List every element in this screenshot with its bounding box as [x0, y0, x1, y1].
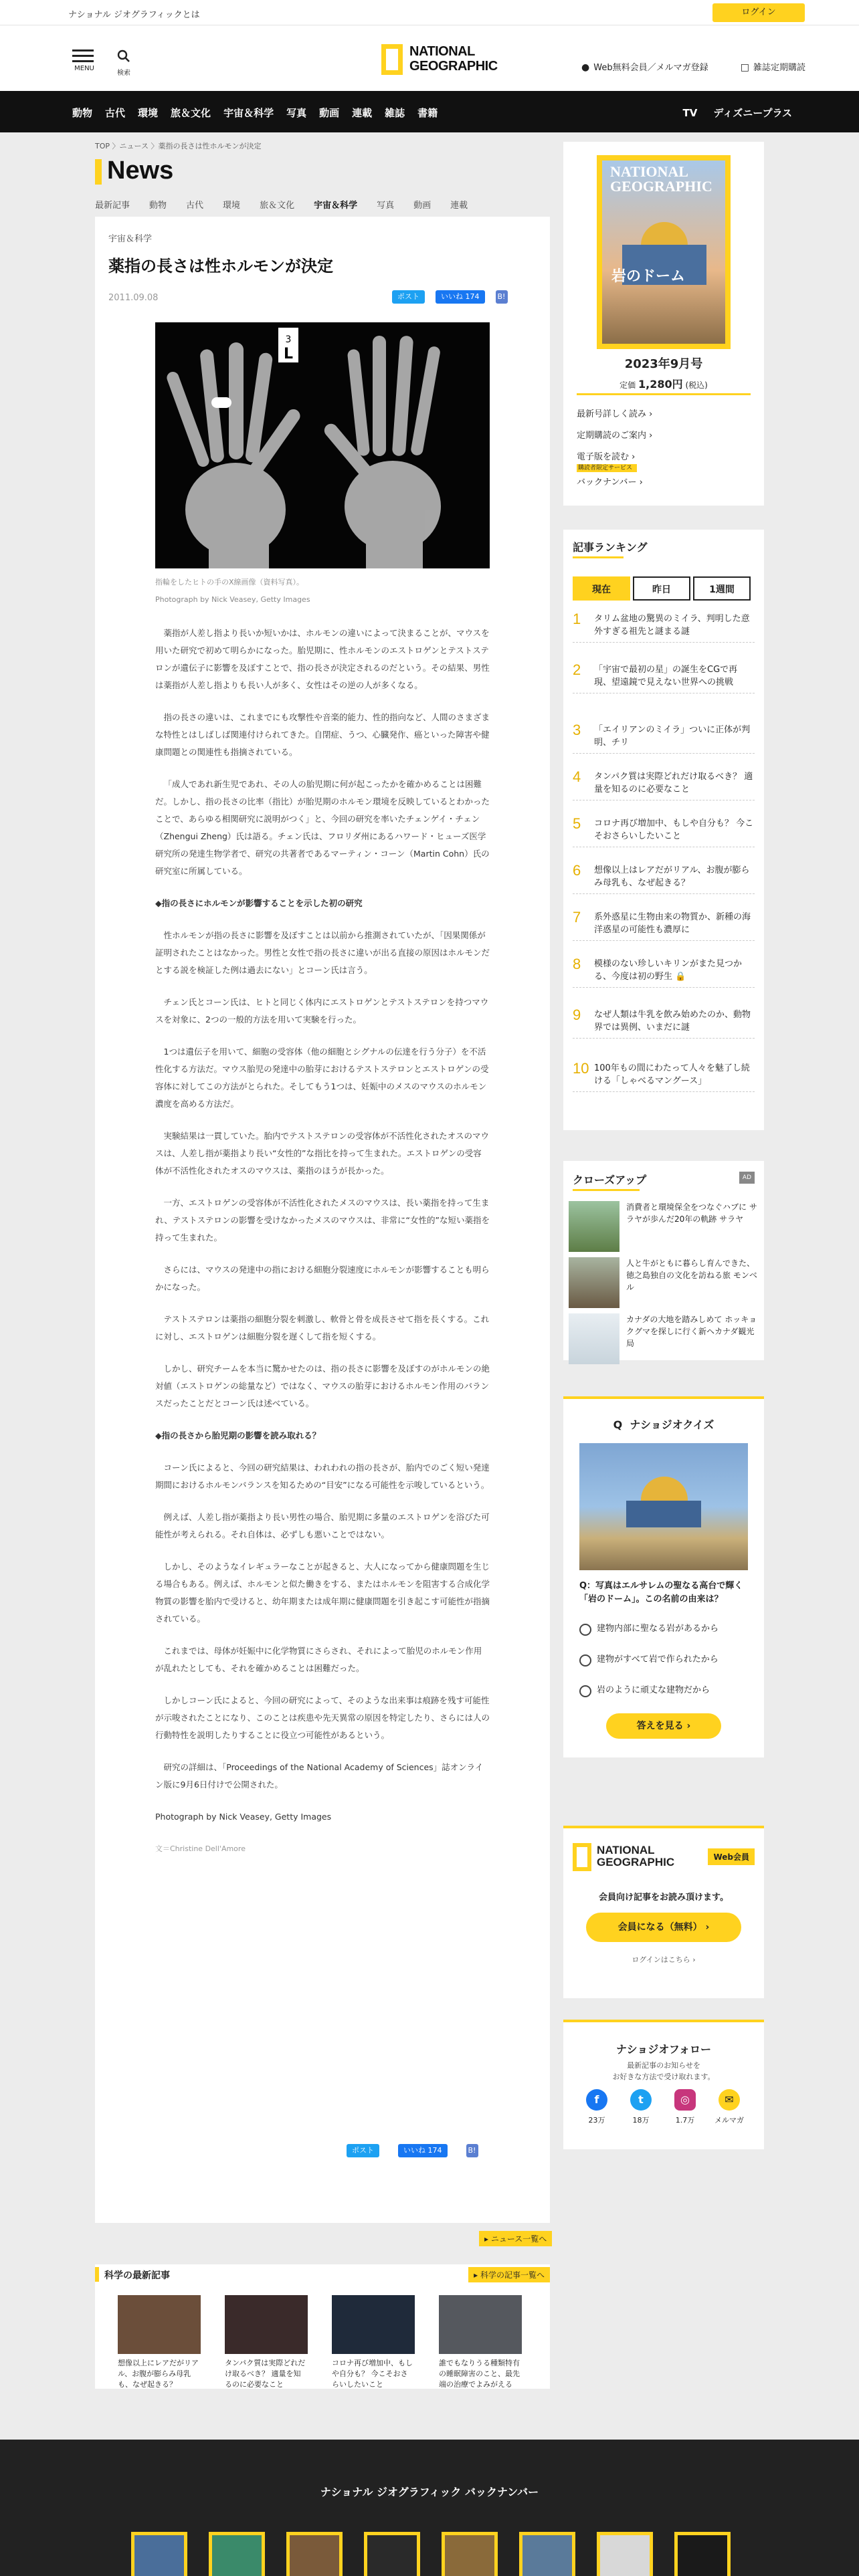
- latest-title: 科学の最新記事: [104, 2270, 170, 2281]
- rank-title: 「エイリアンのミイラ」ついに正体が判明、チリ: [594, 725, 751, 748]
- join-member-button[interactable]: 会員になる（無料） ›: [586, 1913, 741, 1942]
- user-icon: ●: [581, 62, 590, 73]
- subnav-item[interactable]: 環境: [223, 201, 241, 211]
- article-paragraph: チェン氏とコーン氏は、ヒトと同じく体内にエストロゲンとテストステロンを持つマウスを対象に、2つの一般的方法を用いて実験を行った。: [155, 997, 489, 1025]
- news-list-link[interactable]: ▸ ニュース一覧へ: [479, 2231, 552, 2246]
- article-body: [155, 625, 490, 1872]
- hamburger-icon: [72, 49, 94, 51]
- caption-text: 指輪をしたヒトの手のX線画像（資料写真）。: [155, 578, 304, 586]
- logo-rectangle-icon: [381, 44, 403, 75]
- closeup-thumb: [569, 1201, 619, 1252]
- cover-link-label: 定期購読のご案内: [577, 431, 647, 441]
- article-paragraph: 指の長さの違いは、これまでにも攻撃性や音楽的能力、性的指向など、人間のさまざまな特性とはしばしば関連付けられてきた。自閉症、うつ、心臓発作、癌といった障害や健康問題との関連性も指摘されている。: [155, 712, 490, 757]
- member-logo-line2: GEOGRAPHIC: [597, 1856, 675, 1868]
- quiz-answer-label: 答えを見る: [636, 1721, 684, 1731]
- divider: [577, 393, 751, 395]
- cover-logo-line2: GEOGRAPHIC: [610, 178, 712, 195]
- latest-thumb: [439, 2295, 522, 2354]
- article-image: [155, 322, 490, 568]
- rank-number: 2: [573, 661, 581, 678]
- article-photo-credit: Photograph by Nick Veasey, Getty Images: [155, 1812, 332, 1822]
- cover-link[interactable]: 電子版を読む › 購読者限定サービス: [577, 447, 652, 472]
- backnumber-cover: [445, 2535, 494, 2576]
- twitter-share-button[interactable]: ポスト: [392, 290, 425, 304]
- closeup-item[interactable]: [569, 1257, 759, 1311]
- search-button[interactable]: [114, 49, 134, 77]
- top-bar: [0, 0, 859, 25]
- rank-number: 1: [573, 611, 581, 627]
- backnumber-title: ナショナル ジオグラフィック バックナンバー: [320, 2486, 539, 2498]
- article-paragraph: 性ホルモンが指の長さに影響を及ぼすことは以前から推測されていたが、「因果関係が証明されたことはなかった。男性と女性で指の長さに違いが出る直接の原因はホルモンだとする説を検証した例は過去にない」とコーン氏は言う。: [155, 930, 490, 975]
- latest-header-bar: [95, 2267, 99, 2282]
- follow-sub: [563, 2060, 764, 2082]
- backnumber-item[interactable]: [597, 2532, 653, 2576]
- rank-title: コロナ再び増加中、もしや自分も？ 今こそおさらいしたいこと: [594, 819, 754, 841]
- breadcrumb[interactable]: TOP 〉ニュース 〉薬指の長さは性ホルモンが決定: [95, 142, 262, 150]
- latest-item[interactable]: [225, 2295, 308, 2390]
- nav-item[interactable]: 雑誌: [385, 107, 405, 119]
- subnav-item[interactable]: 連載: [450, 201, 468, 211]
- article-paragraph: 薬指が人差し指より長いか短いかは、ホルモンの違いによって決まることが、マウスを用いた研究で初めて明らかになった。胎児期に、性ホルモンのエストロゲンとテストステロンが遺伝子に影響を及ぼすことで、指の長さが決定されるのだという。その結果、男性は薬指が人差し指よりも長い人が多く、女性はその逆の人が多くなる。: [155, 628, 490, 690]
- twitter-follow[interactable]: [621, 2089, 661, 2125]
- latest-item-title: 誰でもなりうる種類特有の睡眠障害のこと、最先端の治療でよみがえる: [439, 2359, 520, 2389]
- backnumber-item[interactable]: [442, 2532, 498, 2576]
- article-paragraph: 一方、エストロゲンの受容体が不活性化されたメスのマウスは、長い薬指を持って生まれ、テストステロンの影響を受けなかったメスのマウスは、非常に“女性的”な短い薬指を持って生まれた。: [155, 1198, 490, 1243]
- rank-title: タリム盆地の驚異のミイラ、判明した意外すぎる祖先と謎まる謎: [594, 614, 750, 637]
- ranking-item[interactable]: [573, 724, 755, 754]
- logo-line2: GEOGRAPHIC: [409, 59, 498, 74]
- subnav-item[interactable]: 旅＆文化: [260, 201, 295, 211]
- rank-title: タンパク質は実際どれだけ取るべき？ 適量を知るのに必要なこと: [594, 772, 753, 794]
- member-text: 会員向け記事をお読み頂けます。: [599, 1893, 729, 1903]
- article-paragraph: しかし、そのようなイレギュラーなことが起きると、大人になってから健康問題を生じる場合もある。例えば、ホルモンと似た働きをする、またはホルモンを阻害する合成化学物質の影響を胎内で受けると、幼年期または成年期に健康問題を引き起こす可能性が指摘されている。: [155, 1562, 490, 1624]
- logo-line1: NATIONAL: [409, 44, 475, 59]
- header-links: [552, 60, 805, 73]
- facebook-follow[interactable]: [577, 2089, 617, 2125]
- logo-rectangle-icon: [573, 1843, 591, 1871]
- twitter-share-button[interactable]: ポスト: [347, 2144, 379, 2157]
- rank-title: 系外惑星に生物由来の物質か、新種の海洋惑星の可能性も濃厚に: [594, 912, 751, 935]
- ranking-tabs: [573, 576, 755, 601]
- ranking-item[interactable]: [573, 958, 755, 988]
- quiz-option[interactable]: [579, 1653, 748, 1667]
- rank-number: 9: [573, 1006, 581, 1023]
- rank-number: 8: [573, 956, 581, 972]
- ranking-item[interactable]: [573, 864, 755, 894]
- latest-thumb: [118, 2295, 201, 2354]
- latest-thumb: [225, 2295, 308, 2354]
- closeup-thumb: [569, 1313, 619, 1364]
- cover-link[interactable]: 定期購読のご案内 ›: [577, 431, 653, 441]
- bookmark-icon[interactable]: B!: [496, 290, 508, 304]
- nav-item[interactable]: 連載: [352, 107, 373, 119]
- closeup-item-title: 消費者と環境保全をつなぐハブに サラヤが歩んだ20年の軌跡 サラヤ: [626, 1202, 757, 1224]
- latest-item-title: タンパク質は実際どれだけ取るべき？ 適量を知るのに必要なこと: [225, 2359, 306, 2389]
- image-caption: [155, 574, 490, 609]
- quiz-question: Q：写真はエルサレムの聖なる高台で輝く「岩のドーム」。この名前の由来は？: [579, 1581, 743, 1604]
- subnav-item[interactable]: 動画: [413, 201, 432, 211]
- latest-item-title: 想像以上にレアだがリアル、お腹が膨らみ母乳も、なぜ起きる？: [118, 2359, 199, 2389]
- rank-title: 100年もの間にわたって人々を魅了し続ける「しゃべるマングース」: [594, 1063, 750, 1086]
- rank-title: 「宇宙で最初の星」の誕生をCGで再現、望遠鏡で見えない世界への挑戦: [594, 665, 738, 687]
- cover-logo: [610, 165, 712, 194]
- subnav-item[interactable]: 古代: [186, 201, 204, 211]
- nav-items: [72, 106, 450, 120]
- svg-text:3: 3: [285, 334, 292, 345]
- xray-hands-image: [155, 322, 490, 568]
- quiz-building-shape: [626, 1501, 701, 1527]
- tab-yesterday[interactable]: 昨日: [633, 576, 690, 601]
- rank-title: なぜ人類は牛乳を飲み始めたのか、動物界では異例、いまだに謎: [594, 1010, 751, 1033]
- facebook-count: 23万: [588, 2116, 605, 2125]
- instagram-follow[interactable]: [665, 2089, 705, 2125]
- search-icon: [117, 49, 130, 63]
- search-icon: Q: [613, 1418, 623, 1431]
- share-buttons-top: [392, 290, 518, 304]
- closeup-item-title: カナダの大地を踏みしめて ホッキョクグマを探しに行く新ヘカナダ観光局: [626, 1315, 757, 1348]
- member-logo-text: [597, 1844, 674, 1868]
- latest-science: [95, 2264, 550, 2389]
- cover-link-label: 最新号詳しく読み: [577, 409, 647, 419]
- quiz-option-label: 建物内部に聖なる岩があるから: [597, 1624, 719, 1634]
- price-label: 定価: [619, 381, 636, 390]
- price-tax: (税込): [685, 381, 708, 390]
- page-title: News: [107, 156, 174, 185]
- quiz-answer-button[interactable]: 答えを見る ›: [606, 1713, 721, 1739]
- nav-tv[interactable]: TV: [682, 107, 698, 119]
- quiz-option-label: 岩のように頑丈な建物だから: [597, 1685, 710, 1695]
- backnumber-item[interactable]: [131, 2532, 187, 2576]
- cover-image: [602, 160, 725, 344]
- backnumber-cover: [212, 2535, 262, 2576]
- nav-right: [667, 106, 792, 120]
- facebook-like-button[interactable]: いいね 174: [436, 290, 485, 304]
- nav-item[interactable]: 旅＆文化: [171, 107, 211, 119]
- article-paragraph: テストステロンは薬指の細胞分裂を刺激し、軟骨と骨を成長させて指を長くする。これに対し、エストロゲンは細胞分裂を遅くして指を短くする。: [155, 1314, 490, 1341]
- rank-title: 模様のない珍しいキリンがまた見つかる、今度は初の野生 🔒: [594, 959, 743, 982]
- mailmag-follow[interactable]: [709, 2089, 749, 2125]
- quiz-image: [579, 1443, 748, 1570]
- latest-item[interactable]: [439, 2295, 522, 2390]
- web-member-badge: Web会員: [708, 1848, 755, 1865]
- price: [563, 376, 764, 391]
- backnumber-item[interactable]: [519, 2532, 575, 2576]
- follow-title: ナショジオフォロー: [615, 2043, 712, 2056]
- ranking-item[interactable]: [573, 911, 755, 941]
- article-paragraph: しかしコーン氏によると、今回の研究によって、そのような出来事は痕跡を残す可能性が示唆されたことになり、このことは疾患や先天異常の原因を特定したり、さらには人の行動特性を説明したりすることに役立つ可能性があるという。: [155, 1695, 490, 1740]
- tab-now[interactable]: 現在: [573, 576, 630, 601]
- latest-thumb: [332, 2295, 415, 2354]
- article-paragraph: コーン氏によると、今回の研究結果は、われわれの指の長さが、胎内でのごく短い発達期間におけるホルモンバランスを知るための“目安”になる可能性を示唆しているという。: [155, 1463, 490, 1490]
- ranking-item[interactable]: [573, 613, 755, 643]
- cover-links: [577, 404, 652, 494]
- nav-item[interactable]: 書籍: [417, 107, 438, 119]
- facebook-icon: f: [586, 2089, 607, 2111]
- subnav-item[interactable]: 動物: [149, 201, 167, 211]
- nav-item[interactable]: 古代: [105, 107, 126, 119]
- mailmag-label: メルマガ: [714, 2116, 744, 2125]
- backnumber-footer: [0, 2440, 859, 2576]
- latest-item-title: コロナ再び増加中、もしや自分も？ 今こそおさらいしたいこと: [332, 2359, 413, 2389]
- rank-number: 6: [573, 862, 581, 879]
- menu-button[interactable]: [72, 49, 96, 72]
- radio-icon: [579, 1685, 591, 1697]
- ranking-underline: [573, 556, 624, 558]
- news-list-label: ニュース一覧へ: [490, 2234, 547, 2244]
- member-login-label: ログインはこちら: [632, 1955, 690, 1964]
- backnumber-cover: [522, 2535, 572, 2576]
- subnav-item-active[interactable]: 宇宙＆科学: [314, 201, 358, 211]
- cover-link-label: バックナンバー: [577, 477, 637, 488]
- instagram-count: 1.7万: [675, 2116, 695, 2125]
- quiz-option[interactable]: [579, 1684, 748, 1697]
- ranking-item[interactable]: [573, 770, 755, 800]
- subscribe-link[interactable]: [726, 63, 805, 73]
- about-link[interactable]: ナショナル ジオグラフィックとは: [68, 10, 200, 20]
- backnumber-item[interactable]: [364, 2532, 420, 2576]
- share-buttons-bottom: [347, 2144, 497, 2157]
- closeup-item[interactable]: [569, 1313, 759, 1367]
- cover-link-sub: 購読者限定サービス: [577, 464, 637, 472]
- article-category[interactable]: 宇宙＆科学: [108, 234, 153, 244]
- cover-dome-shape: [641, 222, 688, 246]
- science-list-link[interactable]: ▸ 科学の記事一覧へ: [468, 2267, 550, 2282]
- quiz-option-label: 建物がすべて岩で作られたから: [597, 1654, 719, 1665]
- book-icon: □: [740, 62, 749, 73]
- science-list-label: 科学の記事一覧へ: [480, 2270, 545, 2280]
- latest-item[interactable]: [332, 2295, 415, 2390]
- hamburger-icon-bar: [72, 60, 94, 62]
- ranking-item[interactable]: [573, 663, 755, 693]
- nav-item[interactable]: 動画: [319, 107, 340, 119]
- ranking-item[interactable]: [573, 817, 755, 847]
- site-logo[interactable]: [381, 43, 498, 78]
- article-paragraph: 1つは遺伝子を用いて、細胞の受容体（他の細胞とシグナルの伝達を行う分子）を不活性化する方法だ。マウス胎児の発達中の胎芽におけるテストステロンとエストロゲンの受容体に対してこの方法がとられた。そしてもう1つは、妊娠中のメスのマウスのホルモン濃度を高める方法だ。: [155, 1047, 489, 1109]
- rank-number: 3: [573, 722, 581, 738]
- article-subheading: ◆指の長さにホルモンが影響することを示した初の研究: [155, 898, 363, 908]
- cover-link[interactable]: バックナンバー ›: [577, 477, 643, 488]
- quiz-title: [563, 1416, 764, 1432]
- article-date: 2011.09.08: [108, 293, 159, 303]
- instagram-icon: ◎: [674, 2089, 696, 2111]
- ranking-box: [563, 530, 764, 1130]
- tab-week[interactable]: 1週間: [693, 576, 751, 601]
- bookmark-icon[interactable]: B!: [466, 2144, 478, 2157]
- follow-sub-line2: お好きな方法で受け取れます。: [612, 2072, 715, 2081]
- quiz-option[interactable]: [579, 1622, 748, 1636]
- ranking-item[interactable]: [573, 1062, 755, 1092]
- article: [95, 217, 550, 2223]
- article-paragraph: 例えば、人差し指が薬指より長い男性の場合、胎児期に多量のエストロゲンを浴びた可能性が考えられる。それ自体は、必ずしも悪いことではない。: [155, 1512, 490, 1539]
- subnav-item[interactable]: 最新記事: [95, 201, 130, 211]
- svg-text:L: L: [283, 346, 294, 362]
- article-paragraph: しかし、研究チームを本当に驚かせたのは、指の長さに影響を及ぼすのがホルモンの絶対値（エストロゲンの総量など）ではなく、マウスの胎芽におけるホルモン作用のバランスだったことだとコーン氏は述べている。: [155, 1364, 490, 1408]
- site-header: [0, 25, 859, 91]
- follow-box: [563, 2020, 764, 2149]
- twitter-count: 18万: [632, 2116, 650, 2125]
- closeup-underline: [573, 1189, 640, 1191]
- backnumber-cover: [290, 2535, 339, 2576]
- latest-header: [95, 2267, 550, 2283]
- backnumber-cover: [600, 2535, 650, 2576]
- member-logo: [573, 1843, 680, 1874]
- cover-link-label: 電子版を読む: [577, 452, 630, 462]
- sub-nav: [95, 198, 550, 211]
- closeup-item[interactable]: [569, 1201, 759, 1255]
- article-author: 文＝Christine Dell'Amore: [155, 1844, 246, 1853]
- nav-item[interactable]: 写真: [286, 107, 307, 119]
- quiz-title-label: ナショジオクイズ: [630, 1418, 714, 1431]
- article-paragraph: 「成人であれ新生児であれ、その人の胎児期に何が起こったかを確かめることは困難だ。しかし、指の長さの比率（指比）が胎児期のホルモン環境を反映しているとわかったことで、あらゆる相関研究に説明がつく」と、今回の研究を率いたチェンゲイ・チェン（Zhengui Zheng）氏は語る。チェン氏は、フロリダ州にあるハワード・ヒューズ医学研究所の発達生物学者で、研究の共著者であるマーティン・コーン（Martin Cohn）氏の研究室に所属している。: [155, 779, 490, 876]
- search-label: 検索: [117, 70, 130, 77]
- rank-number: 4: [573, 768, 581, 785]
- article-paragraph: 実験結果は一貫していた。胎内でテストステロンの受容体が不活性化されたオスのマウスは、人差し指が薬指より長い“女性的”な指比を持って生まれた。エストロゲンの受容体が不活性化されたオスのマウスは、薬指のほうが長かった。: [155, 1131, 490, 1176]
- news-header: [95, 156, 550, 190]
- member-logo-line1: NATIONAL: [597, 1844, 655, 1856]
- web-member-link[interactable]: [567, 63, 708, 73]
- article-title: 薬指の長さは性ホルモンが決定: [108, 257, 333, 276]
- price-value: 1,280円: [638, 378, 683, 391]
- cover-title: 岩のドーム: [611, 268, 686, 285]
- closeup-title: クローズアップ: [573, 1174, 647, 1186]
- main-nav: [0, 91, 859, 132]
- rank-number: 10: [573, 1060, 589, 1077]
- rank-title: 想像以上はレアだがリアル、お腹が膨らみ母乳も、なぜ起きる？: [594, 865, 750, 888]
- quiz-dome-shape: [641, 1477, 688, 1501]
- backnumber-item[interactable]: [286, 2532, 343, 2576]
- magazine-cover-box: [563, 142, 764, 506]
- ranking-title: 記事ランキング: [573, 541, 648, 554]
- closeup-thumb: [569, 1257, 619, 1308]
- article-paragraph: 研究の詳細は、「Proceedings of the National Academy of Sciences」誌オンライン版に9月6日付けで公開された。: [155, 1762, 484, 1790]
- issue-label: 2023年9月号: [624, 357, 703, 371]
- backnumber-item[interactable]: [209, 2532, 265, 2576]
- rank-number: 5: [573, 815, 581, 832]
- rank-number: 7: [573, 909, 581, 926]
- closeup-box: [563, 1161, 764, 1360]
- subscribe-label: 雑誌定期購読: [753, 63, 805, 73]
- web-member-label: Web無料会員／メルマガ登録: [593, 63, 708, 73]
- member-box: [563, 1826, 764, 1998]
- nav-item[interactable]: 環境: [138, 107, 159, 119]
- caption-credit: Photograph by Nick Veasey, Getty Images: [155, 595, 310, 604]
- hamburger-icon-bar: [72, 55, 94, 57]
- facebook-like-button[interactable]: いいね 174: [398, 2144, 448, 2157]
- nav-disney[interactable]: ディズニープラス: [713, 107, 792, 119]
- article-paragraph: さらには、マウスの発達中の指における細胞分裂速度にホルモンが影響することも明らかになった。: [155, 1265, 490, 1292]
- article-subheading: ◆指の長さから胎児期の影響を読み取れる？: [155, 1430, 321, 1440]
- follow-sub-line1: 最新記事のお知らせを: [627, 2061, 700, 2070]
- magazine-cover[interactable]: [597, 155, 731, 349]
- radio-icon: [579, 1624, 591, 1636]
- radio-icon: [579, 1654, 591, 1667]
- latest-item[interactable]: [118, 2295, 201, 2390]
- backnumber-item[interactable]: [674, 2532, 731, 2576]
- backnumber-cover: [678, 2535, 727, 2576]
- backnumber-cover: [367, 2535, 417, 2576]
- ad-badge: AD: [739, 1172, 755, 1184]
- subnav-item[interactable]: 写真: [377, 201, 395, 211]
- ranking-item[interactable]: [573, 1008, 755, 1039]
- nav-item[interactable]: 動物: [72, 107, 93, 119]
- menu-label: MENU: [74, 65, 94, 72]
- cover-logo-line1: NATIONAL: [610, 163, 688, 180]
- news-header-bar: [95, 159, 102, 185]
- member-login-link[interactable]: ログインはこちら ›: [632, 1955, 696, 1964]
- quiz-box: [563, 1396, 764, 1757]
- closeup-item-title: 人と牛がともに暮らし育んできた、徳之島独自の文化を訪ねる旅 モンベル: [626, 1259, 757, 1292]
- article-paragraph: これまでは、母体が妊娠中に化学物質にさらされ、それによって胎児のホルモン作用が乱れたとしても、それを確かめることは困難だった。: [155, 1646, 482, 1673]
- backnumber-cover: [134, 2535, 184, 2576]
- login-button[interactable]: ログイン: [712, 3, 805, 22]
- cover-link[interactable]: 最新号詳しく読み ›: [577, 409, 653, 419]
- join-member-label: 会員になる（無料）: [617, 1922, 702, 1933]
- nav-item[interactable]: 宇宙＆科学: [223, 107, 274, 119]
- twitter-icon: t: [630, 2089, 652, 2111]
- mail-icon: ✉: [719, 2089, 740, 2111]
